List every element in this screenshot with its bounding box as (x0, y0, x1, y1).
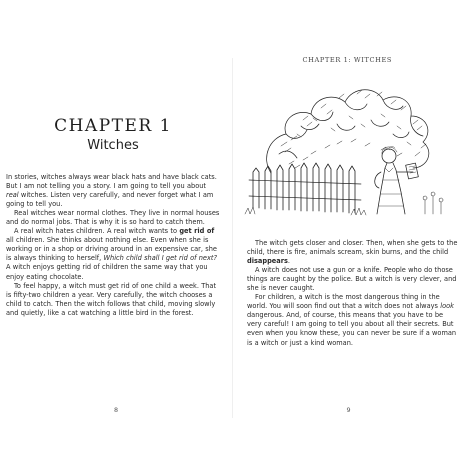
paragraph (247, 293, 458, 347)
italic-text: Which child shall I get rid of next? (103, 254, 217, 263)
right-body-text (247, 239, 458, 348)
text-run: A witch does not use a gun or a knife. People who do those things are caught by the police. But a witch is very clever, and she is never caught. (247, 266, 457, 293)
chapter-title: Witches (87, 138, 139, 153)
left-page (0, 58, 232, 418)
book-spread (0, 58, 465, 418)
text-run: A real witch hates children. A real witch wants to (14, 227, 180, 236)
paragraph (247, 239, 458, 266)
paragraph (6, 209, 220, 227)
left-page-number: 8 (113, 406, 119, 414)
text-run: To feel happy, a witch must get rid of one child a week. That is fifty-two children a year. Very carefully, the witch chooses a child to catch. Then the witch follows that child, moving slowly and quietly, like a cat watching a little bird in the forest. (6, 281, 217, 317)
left-body-text (6, 173, 220, 318)
right-page-number: 9 (346, 406, 351, 414)
paragraph (247, 266, 458, 293)
chapter-heading (6, 116, 220, 153)
text-run: Real witches wear normal clothes. They live in normal houses and do normal jobs. That is why it is so hard to catch them. (6, 209, 220, 227)
paragraph (6, 173, 220, 209)
chapter-label: CHAPTER 1 (54, 116, 172, 136)
italic-text: real (6, 191, 19, 200)
text-run: For children, a witch is the most dangerous thing in the world. You will soon find out that a witch does not always (247, 293, 441, 311)
paragraph (6, 227, 220, 281)
text-run: A witch enjoys getting rid of children the same way that you enjoy eating chocolate. (6, 263, 208, 281)
paragraph (6, 282, 220, 318)
italic-text: look (440, 302, 454, 311)
text-run: witches. Listen very carefully, and never forget what I am going to tell you. (6, 191, 214, 209)
text-run: In stories, witches always wear black hats and have black cats. But I am not telling you a story. I am going to tell you about (6, 173, 217, 191)
witch-garden-illustration (241, 68, 461, 218)
bold-text: disappears (247, 257, 288, 266)
text-run: all children. She thinks about nothing else. Even when she is working or in a shop or driving around in an expensive car, she is always thinking to herself, (6, 236, 217, 263)
text-run: The witch gets closer and closer. Then, when she gets to the child, there is fire, animals scream, skin burns, and the child (247, 239, 458, 257)
bold-text: get rid of (179, 227, 215, 236)
running-head: CHAPTER 1: WITCHES (302, 56, 392, 64)
text-run: . (287, 257, 291, 266)
right-page (232, 58, 464, 418)
text-run: dangerous. And, of course, this means that you have to be very careful! I am going to tell you about all their secrets. But even when you know these, you can never be sure if a woman is a witch or just a kind woman. (247, 311, 457, 347)
